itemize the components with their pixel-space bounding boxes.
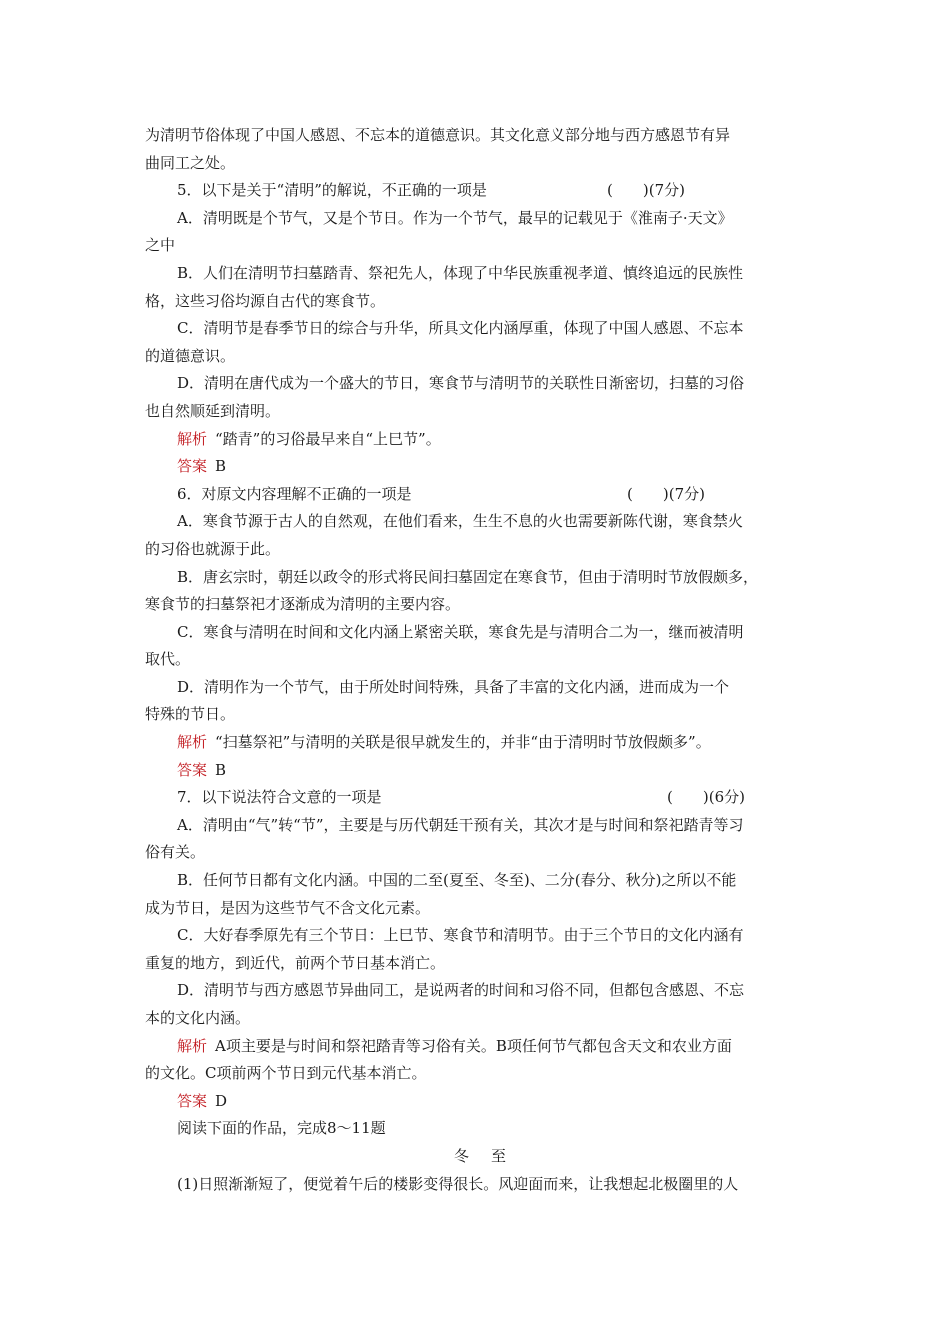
question-7-stem	[145, 784, 815, 812]
answer-blank-score: ( )(6分)	[667, 788, 745, 807]
answer-line	[145, 1088, 815, 1116]
option-d-line1: D．清明节与西方感恩节异曲同工，是说两者的时间和习俗不同，但都包含感恩、不忘	[177, 981, 745, 1000]
analysis-line	[145, 1033, 815, 1061]
question-5-stem	[145, 177, 815, 205]
question-text: 6．对原文内容理解不正确的一项是	[177, 484, 412, 503]
answer-blank-score: ( )(7分)	[627, 484, 705, 503]
option-d-line1: D．清明作为一个节气，由于所处时间特殊，具备了丰富的文化内涵，进而成为一个	[177, 677, 730, 696]
option-b-line1: B．唐玄宗时，朝廷以政令的形式将民间扫墓固定在寒食节，但由于清明时节放假颇多，	[177, 567, 759, 586]
option-c-line1: C．寒食与清明在时间和文化内涵上紧密关联，寒食先是与清明合二为一，继而被清明	[177, 622, 744, 641]
option-a-line2: 俗有关。	[145, 843, 206, 862]
answer-label: 答案	[177, 457, 208, 476]
option-a-line2: 的习俗也就源于此。	[145, 539, 281, 558]
option-a-line1: A．清明既是个节气，又是个节日。作为一个节气，最早的记载见于《淮南子·天文》	[177, 208, 733, 227]
option-d-line2: 本的文化内涵。	[145, 1009, 251, 1027]
question-text: 7．以下说法符合文意的一项是	[177, 788, 382, 807]
analysis-line	[145, 729, 815, 757]
analysis-label: 解析	[177, 429, 208, 448]
question-6-stem	[145, 481, 815, 509]
answer-line	[145, 757, 815, 785]
answer-label: 答案	[177, 1091, 208, 1110]
option-b-line1: B．任何节日都有文化内涵。中国的二至(夏至、冬至)、二分(春分、秋分)之所以不能	[177, 871, 737, 890]
option-c-line1: C．大好春季原先有三个节日：上巳节、寒食节和清明节。由于三个节日的文化内涵有	[177, 926, 744, 945]
option-a-line2: 之中	[145, 236, 176, 255]
answer-value: B	[215, 760, 227, 779]
answer-value: D	[215, 1091, 228, 1110]
analysis-line	[145, 426, 815, 454]
passage-first-line: (1)日照渐渐短了，便觉着午后的楼影变得很长。风迎面而来，让我想起北极圈里的人	[177, 1174, 739, 1193]
option-c-line2: 的道德意识。	[145, 346, 236, 365]
document-body	[145, 122, 815, 1198]
question-text: 5．以下是关于“清明”的解说，不正确的一项是	[177, 181, 487, 200]
option-d-line2: 也自然顺延到清明。	[145, 401, 281, 420]
answer-label: 答案	[177, 760, 208, 779]
analysis-text: “踏青”的习俗最早来自“上巳节”。	[215, 429, 441, 448]
option-a-line1: A．清明由“气”转“节”，主要是与历代朝廷干预有关，其次才是与时间和祭祀踏青等习	[177, 815, 744, 834]
analysis-label: 解析	[177, 1036, 208, 1055]
option-b-line1: B．人们在清明节扫墓踏青、祭祀先人，体现了中华民族重视孝道、慎终追远的民族性	[177, 263, 744, 282]
reading-instruction: 阅读下面的作品，完成8～11题	[177, 1119, 386, 1138]
passage-title: 冬至	[453, 1146, 528, 1165]
option-b-line2: 成为节日，是因为这些节气不含文化元素。	[145, 898, 431, 917]
option-a-line1: A．寒食节源于古人的自然观，在他们看来，生生不息的火也需要新陈代谢，寒食禁火	[177, 512, 743, 531]
option-b-line2: 寒食节的扫墓祭祀才逐渐成为清明的主要内容。	[145, 595, 461, 614]
option-b-line2: 格，这些习俗均源自古代的寒食节。	[145, 291, 386, 310]
paragraph-line: 为清明节俗体现了中国人感恩、不忘本的道德意识。其文化意义部分地与西方感恩节有异	[145, 126, 731, 144]
paragraph-line: 曲同工之处。	[145, 153, 236, 172]
analysis-line-2: 的文化。C项前两个节日到元代基本消亡。	[145, 1064, 427, 1083]
option-d-line1: D．清明在唐代成为一个盛大的节日，寒食节与清明节的关联性日渐密切，扫墓的习俗	[177, 374, 745, 393]
answer-value: B	[215, 457, 227, 476]
option-c-line2: 取代。	[145, 650, 191, 669]
option-d-line2: 特殊的节日。	[145, 705, 236, 724]
option-c-line2: 重复的地方，到近代，前两个节日基本消亡。	[145, 953, 446, 972]
analysis-text: “扫墓祭祀”与清明的关联是很早就发生的，并非“由于清明时节放假颇多”。	[215, 733, 711, 752]
option-c-line1: C．清明节是春季节日的综合与升华，所具文化内涵厚重，体现了中国人感恩、不忘本	[177, 319, 744, 338]
analysis-text: A项主要是与时间和祭祀踏青等习俗有关。B项任何节气都包含天文和农业方面	[215, 1036, 732, 1055]
answer-blank-score: ( )(7分)	[607, 181, 685, 200]
analysis-label: 解析	[177, 733, 208, 752]
answer-line	[145, 453, 815, 481]
